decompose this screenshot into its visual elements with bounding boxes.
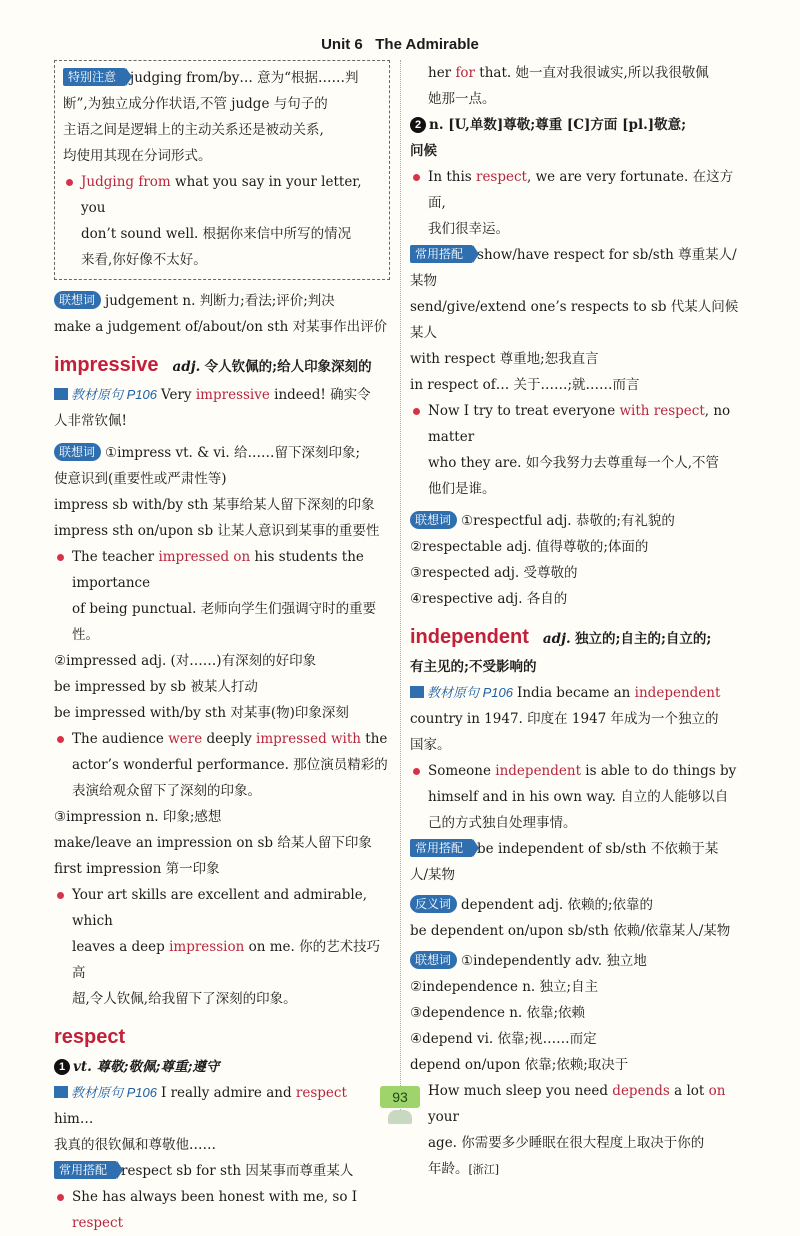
text-line (54, 440, 390, 466)
text-line: 来看,你好像不太好。 (81, 252, 207, 268)
text-line: respect (72, 1215, 123, 1231)
unit-number: Unit 6 (321, 36, 363, 53)
text-line: depends (612, 1083, 670, 1099)
collocation-tag: 常用搭配 (410, 245, 473, 263)
text-line (428, 1156, 746, 1183)
text-line: 人非常钦佩! (54, 413, 127, 429)
text-line: adj. (542, 631, 571, 647)
text-line (410, 948, 746, 974)
text-line: independent (634, 685, 721, 701)
text-line: show/have respect for sb/sth 尊重某人/ (477, 247, 737, 263)
text-line: his students the importance (72, 549, 364, 591)
text-line: ②impressed adj. (对……)有深刻的好印象 (54, 653, 317, 669)
text-line: ②independence n. 独立;自主 (410, 979, 599, 995)
text-line: actor’s wonderful performance. 那位演员精彩的 (72, 757, 388, 773)
text-line: ②respectable adj. 值得尊敬的;体面的 (410, 539, 649, 555)
text-line: that. 她一直对我很诚实,所以我很敬佩 (475, 65, 709, 81)
entry-independent (410, 622, 746, 1183)
text-line: send/give/extend one’s respects to sb 代某人问候某人 (410, 299, 739, 341)
text-line: 教材原句 P106 (427, 685, 513, 700)
text-line: ①independently adv. 独立地 (461, 953, 647, 969)
text-line: ④respective adj. 各自的 (410, 591, 568, 607)
text-line: country in 1947. 印度在 1947 年成为一个独立的 (410, 711, 719, 727)
text-line (72, 726, 390, 752)
text-line: , no matter (428, 403, 731, 445)
page-header (0, 36, 800, 53)
text-line: on me. 你的艺术技巧高 (72, 939, 381, 981)
example-sentence (410, 398, 746, 502)
textbook-source (54, 1085, 157, 1100)
text-line: 断”,为独立成分作状语,不管 judge 与句子的 (63, 96, 328, 112)
text-line: In this (428, 169, 476, 185)
example-sentence (63, 169, 381, 273)
text-line: be dependent on/upon sb/sth 依赖/依靠某人/某物 (410, 923, 731, 939)
textbook-source (54, 387, 157, 402)
collocation-tag: 常用搭配 (410, 839, 473, 857)
text-line: Now I try to treat everyone (428, 403, 620, 419)
text-line: Your art skills are excellent and admirable, which (72, 887, 368, 929)
text-line: be impressed by sb 被某人打动 (54, 679, 258, 695)
text-line: How much sleep you need (428, 1083, 613, 1099)
text-line (410, 60, 746, 86)
text-line (54, 350, 390, 382)
text-line (81, 169, 381, 221)
text-line: for (455, 65, 476, 81)
text-line: make a judgement of/about/on sth 对某事作出评价 (54, 319, 388, 335)
collocation-tag: 常用搭配 (54, 1161, 117, 1179)
text-line (72, 934, 390, 986)
text-line: 教材原句 P106 (71, 387, 157, 402)
text-line: 使意识到(重要性或严肃性等) (54, 471, 227, 487)
text-line: , we are very fortunate. 在这方面, (428, 169, 734, 211)
headword: impressive (54, 354, 159, 376)
special-note-tag: 特别注意 (63, 68, 126, 86)
text-line: 国家。 (410, 737, 451, 753)
text-line: age. 你需要多少睡眠在很大程度上取决于你的 (428, 1135, 705, 1151)
text-line (410, 242, 746, 268)
text-line: 己的方式独自处理事情。 (428, 815, 577, 831)
text-line (54, 1022, 390, 1054)
text-line: 令人钦佩的;给人印象深刻的 (204, 359, 372, 375)
text-line: impress sth on/upon sb 让某人意识到某事的重要性 (54, 523, 380, 539)
text-line: impress sb with/by sth 某事给某人留下深刻的印象 (54, 497, 375, 513)
example-sentence (410, 758, 746, 836)
entry-respect (54, 1022, 390, 1236)
text-line: independent (495, 763, 582, 779)
text-line (428, 1078, 746, 1130)
text-line: n. [U,单数]尊敬;尊重 [C]方面 [pl.]敬意; (429, 117, 687, 133)
text-line (428, 398, 746, 450)
page-number: 93 (380, 1086, 420, 1108)
text-line: with respect (619, 403, 705, 419)
text-line: 人/某物 (410, 867, 456, 883)
respect-continued (410, 60, 746, 612)
text-line: her (428, 65, 456, 81)
text-line: impressed on (158, 549, 251, 565)
text-line: 他们是谁。 (428, 481, 496, 497)
text-line: be impressed with/by sth 对某事(物)印象深刻 (54, 705, 349, 721)
text-line: leaves a deep (72, 939, 170, 955)
headword: respect (54, 1026, 126, 1048)
text-line: him… (54, 1111, 94, 1127)
text-line (410, 112, 746, 138)
text-line: himself and in his own way. 自立的人能够以自 (428, 789, 729, 805)
text-line (410, 892, 746, 918)
unit-title: The Admirable (375, 36, 479, 53)
text-line: 均使用其现在分词形式。 (63, 148, 212, 164)
text-line (54, 340, 390, 350)
text-line (72, 544, 390, 596)
related-tag: 联想词 (410, 951, 457, 969)
text-line: what you say in your letter, you (81, 174, 362, 216)
text-line: Very (160, 387, 196, 403)
text-line (54, 1012, 390, 1022)
text-line: adj. (172, 359, 201, 375)
text-line (410, 686, 424, 698)
text-line: The audience (72, 731, 169, 747)
text-line (54, 1086, 68, 1098)
example-sentence (54, 882, 390, 1012)
text-line (72, 1184, 390, 1236)
text-line (63, 65, 381, 91)
text-line (410, 680, 746, 706)
text-line (54, 288, 390, 314)
text-line: ①impress vt. & vi. 给……留下深刻印象; (105, 445, 360, 461)
text-line: vt. 尊敬;敬佩;尊重;遵守 (73, 1059, 220, 1075)
text-line: 我真的很钦佩和尊敬他…… (54, 1137, 216, 1153)
related-tag: 联想词 (410, 511, 457, 529)
text-line: indeed! 确实令 (269, 387, 371, 403)
text-line (410, 612, 746, 622)
text-line: on (708, 1083, 726, 1099)
text-line: your (428, 1109, 459, 1125)
text-line: first impression 第一印象 (54, 861, 220, 877)
text-line: the (361, 731, 388, 747)
text-line: 问候 (410, 143, 437, 159)
source-note: [浙江] (468, 1163, 500, 1176)
text-line: I really admire and (160, 1085, 296, 1101)
example-sentence (54, 1184, 390, 1236)
text-line: She has always been honest with me, so I (72, 1189, 358, 1205)
text-line (54, 1080, 390, 1132)
text-line: depend on/upon 依靠;依赖;取决于 (410, 1057, 629, 1073)
text-line: a lot (669, 1083, 709, 1099)
text-line: judgement n. 判断力;看法;评价;判决 (105, 293, 335, 309)
text-line (54, 382, 390, 408)
text-line: 有主见的;不受影响的 (410, 659, 537, 675)
text-line: respect (295, 1085, 347, 1101)
column-divider (400, 60, 401, 1110)
text-line: 表演给观众留下了深刻的印象。 (72, 783, 261, 799)
text-line: Judging from (81, 174, 171, 190)
text-line (410, 508, 746, 534)
antonym-tag: 反义词 (410, 895, 457, 913)
text-line: respect sb for sth 因某事而尊重某人 (121, 1163, 354, 1179)
text-line (428, 758, 746, 784)
text-line: 我们很幸运。 (428, 221, 509, 237)
entry-impressive (54, 350, 390, 434)
text-line: Someone (428, 763, 496, 779)
footer-decoration-icon (388, 1110, 412, 1124)
text-line: 她那一点。 (428, 91, 496, 107)
example-sentence (410, 164, 746, 242)
related-tag: 联想词 (54, 291, 101, 309)
example-sentence (54, 544, 390, 648)
text-line (54, 1054, 390, 1080)
example-sentence (54, 726, 390, 804)
text-line: India became an (516, 685, 635, 701)
text-line (410, 836, 746, 862)
text-line: of being punctual. 老师向学生们强调守时的重要性。 (72, 601, 377, 643)
text-line: 独立的;自主的;自立的; (574, 631, 712, 647)
headword: independent (410, 626, 529, 648)
text-line: 教材原句 P106 (71, 1085, 157, 1100)
text-line (410, 622, 746, 654)
text-line: ①respectful adj. 恭敬的;有礼貌的 (461, 513, 675, 529)
text-line: who they are. 如今我努力去尊重每一个人,不管 (428, 455, 720, 471)
text-line (428, 164, 746, 216)
text-line: is able to do things by (581, 763, 737, 779)
impress-related (54, 440, 390, 1012)
text-line: with respect 尊重地;恕我直言 (410, 351, 599, 367)
text-line: were (168, 731, 203, 747)
left-column (54, 60, 390, 1236)
text-line: be independent of sb/sth 不依赖于某 (477, 841, 719, 857)
text-line: in respect of… 关于……;就……而言 (410, 377, 640, 393)
text-line (54, 388, 68, 400)
special-note-box (54, 60, 390, 280)
text-line: 超,令人钦佩,给我留下了深刻的印象。 (72, 991, 297, 1007)
right-column (410, 60, 746, 1183)
textbook-source (410, 685, 513, 700)
judgement-related (54, 288, 390, 340)
text-line: make/leave an impression on sb 给某人留下印象 (54, 835, 372, 851)
text-line: dependent adj. 依赖的;依靠的 (461, 897, 654, 913)
text-line: ④depend vi. 依靠;视……而定 (410, 1031, 597, 1047)
text-line: 1 (54, 1059, 70, 1075)
text-line: impressive (195, 387, 270, 403)
text-line (54, 1158, 390, 1184)
text-line: don’t sound well. 根据你来信中所写的情况 (81, 226, 352, 242)
example-sentence (410, 1078, 746, 1183)
text-line: impression (169, 939, 245, 955)
text-line: ③respected adj. 受尊敬的 (410, 565, 578, 581)
text-line: deeply (202, 731, 257, 747)
text-line: judging from/by… 意为“根据……判 (130, 70, 359, 86)
text-line: impressed with (256, 731, 361, 747)
text-line: ③impression n. 印象;感想 (54, 809, 222, 825)
text-line: ③dependence n. 依靠;依赖 (410, 1005, 586, 1021)
text-line: 某物 (410, 273, 437, 289)
text-line: 年龄。 (428, 1161, 469, 1177)
text-line: respect (475, 169, 527, 185)
text-line: 2 (410, 117, 426, 133)
text-line: The teacher (72, 549, 159, 565)
related-tag: 联想词 (54, 443, 101, 461)
text-line: 主语之间是逻辑上的主动关系还是被动关系, (63, 122, 324, 138)
